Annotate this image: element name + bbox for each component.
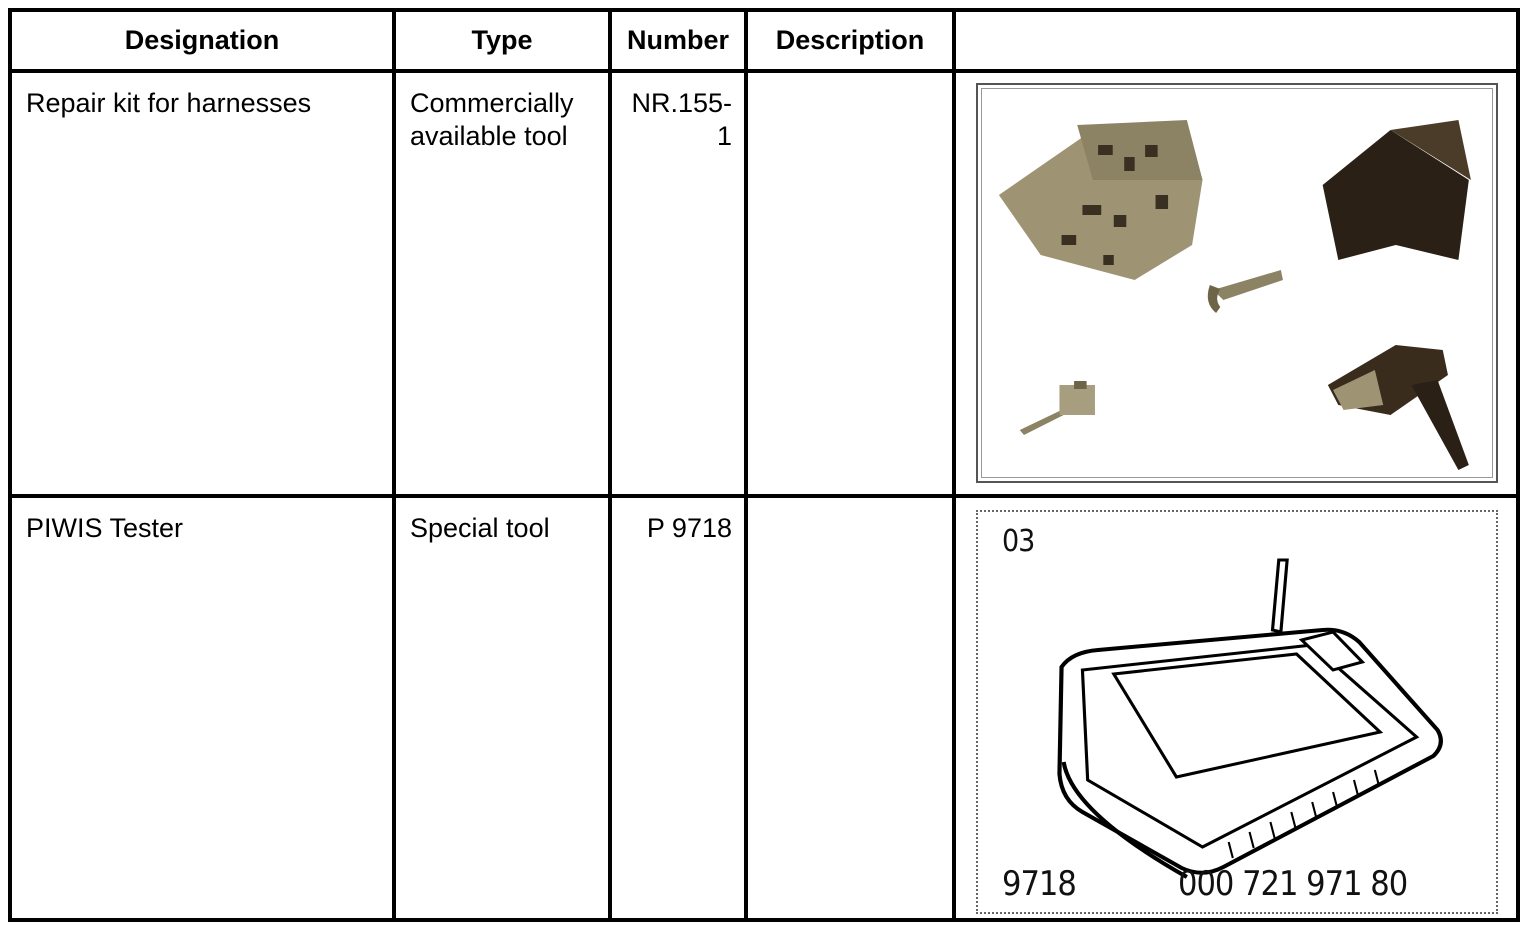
image-cell	[954, 496, 1518, 921]
type-cell	[394, 71, 610, 496]
description-cell	[746, 71, 954, 496]
repair-kit-illustration	[976, 83, 1498, 483]
image-cell	[954, 71, 1518, 496]
repair-kit-image	[978, 85, 1496, 481]
number-text: P 9718	[646, 512, 732, 543]
description-text	[748, 73, 952, 87]
number-text: NR.155-1	[631, 88, 732, 151]
special-tools-table	[8, 8, 1520, 922]
designation-text: Repair kit for harnesses	[26, 88, 312, 118]
header-row	[10, 10, 1518, 71]
header-description: Description	[746, 10, 954, 71]
designation-text: PIWIS Tester	[26, 512, 184, 543]
type-cell	[394, 496, 610, 921]
type-text: Special tool	[410, 512, 550, 543]
piwis-tester-illustration	[976, 510, 1498, 914]
number-cell	[610, 71, 746, 496]
description-text	[748, 498, 952, 512]
type-text: Commercially available tool	[410, 88, 574, 151]
header-number: Number	[610, 10, 746, 71]
header-type: Type	[394, 10, 610, 71]
image-part-number-label: 000 721 971 80	[1178, 863, 1408, 904]
image-index-label: 03	[1002, 523, 1035, 559]
number-cell	[610, 496, 746, 921]
designation-cell	[10, 71, 394, 496]
table-row	[10, 496, 1518, 921]
description-cell	[746, 496, 954, 921]
designation-cell	[10, 496, 394, 921]
image-tool-code-label: 9718	[1002, 863, 1076, 904]
header-image	[954, 10, 1518, 71]
piwis-tester-image	[978, 512, 1496, 912]
table-row	[10, 71, 1518, 496]
header-designation: Designation	[10, 10, 394, 71]
